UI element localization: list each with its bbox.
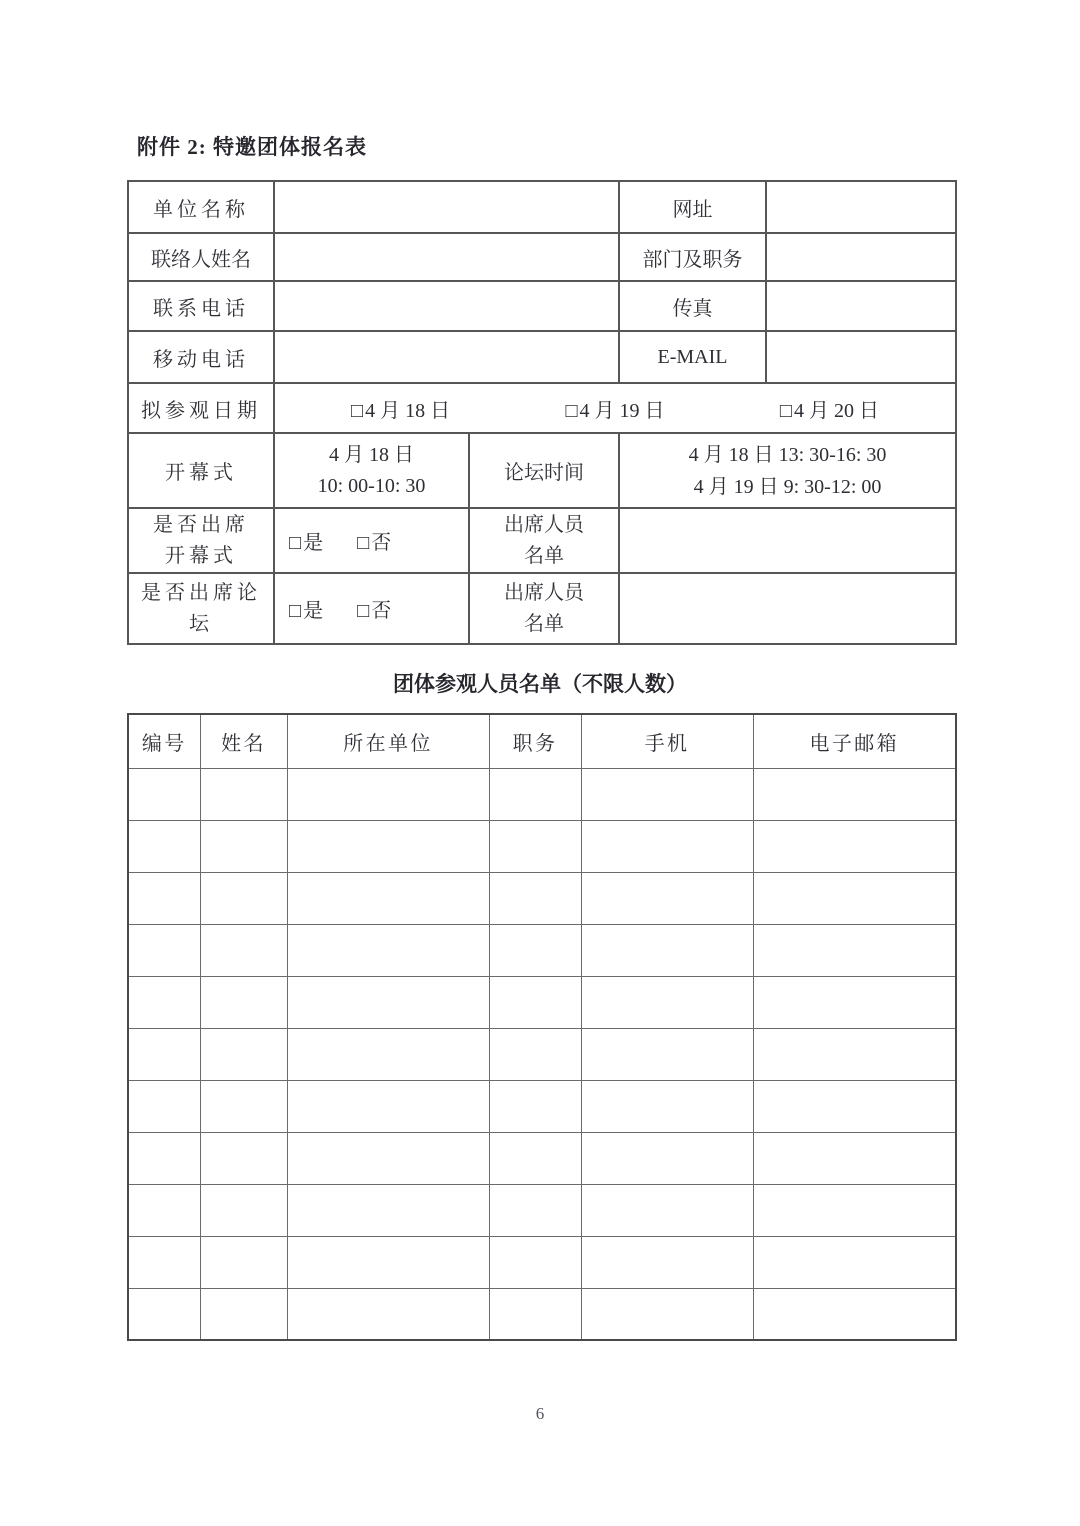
- empty-cell: [128, 976, 200, 1028]
- empty-cell: [200, 1236, 287, 1288]
- visitor-table-empty-row: [128, 872, 956, 924]
- empty-cell: [287, 1236, 489, 1288]
- opening-time-cell: [274, 433, 469, 508]
- empty-cell: [581, 1028, 753, 1080]
- empty-cell: [581, 1288, 753, 1340]
- empty-cell: [287, 1288, 489, 1340]
- table-row: [128, 508, 956, 573]
- email-value-cell: [766, 331, 956, 383]
- mobile-value-cell: [274, 331, 619, 383]
- empty-cell: [200, 924, 287, 976]
- checkbox-label: 否: [371, 600, 392, 622]
- empty-cell: [200, 1028, 287, 1080]
- forum-time-cell: [619, 433, 956, 508]
- empty-cell: [287, 1184, 489, 1236]
- empty-cell: [489, 872, 581, 924]
- checkbox-label: 是: [303, 532, 324, 554]
- empty-cell: [287, 820, 489, 872]
- empty-cell: [753, 1028, 956, 1080]
- unit-name-value-cell: [274, 181, 619, 233]
- dept-position-label: 部门及职务: [619, 233, 766, 281]
- empty-cell: [128, 1288, 200, 1340]
- empty-cell: [489, 1236, 581, 1288]
- visitor-list-heading: 团体参观人员名单（不限人数）: [393, 672, 687, 696]
- visitor-table-empty-row: [128, 924, 956, 976]
- table-row: [128, 573, 956, 644]
- empty-cell: [753, 1132, 956, 1184]
- empty-cell: [489, 1132, 581, 1184]
- checkbox-label: 4 月 18 日: [365, 399, 451, 422]
- empty-cell: [489, 976, 581, 1028]
- unit-name-label: 单位名称: [128, 181, 274, 233]
- visitor-table-empty-row: [128, 820, 956, 872]
- dept-position-value-cell: [766, 233, 956, 281]
- column-header-number: 编号: [128, 714, 200, 768]
- empty-cell: [200, 820, 287, 872]
- empty-cell: [489, 1288, 581, 1340]
- empty-cell: [200, 976, 287, 1028]
- attend-opening-label-line2: 开幕式: [165, 544, 237, 567]
- empty-cell: [128, 1080, 200, 1132]
- empty-cell: [581, 768, 753, 820]
- attend-opening-label-line1: 是否出席: [153, 513, 249, 536]
- table-row: [128, 383, 956, 433]
- empty-cell: [287, 924, 489, 976]
- empty-cell: [753, 1184, 956, 1236]
- checkbox-option-apr19: [565, 394, 664, 423]
- mobile-label: 移动电话: [128, 331, 274, 383]
- empty-cell: [489, 1028, 581, 1080]
- opening-time-line2: 10: 00-10: 30: [317, 474, 426, 497]
- table-row: [128, 181, 956, 233]
- empty-cell: [128, 1028, 200, 1080]
- attend-forum-label-line2: 坛: [189, 612, 213, 635]
- empty-cell: [128, 924, 200, 976]
- attendee-list-label-line1: 出席人员: [504, 581, 584, 604]
- attend-opening-options-cell: [274, 508, 469, 573]
- table-row: [128, 281, 956, 331]
- empty-cell: [753, 1236, 956, 1288]
- visitor-table-empty-row: [128, 768, 956, 820]
- column-header-email: 电子邮箱: [753, 714, 956, 768]
- attend-opening-label: [128, 508, 274, 573]
- attachment-title: 附件 2: 特邀团体报名表: [137, 135, 367, 159]
- checkbox-label: 4 月 20 日: [794, 399, 879, 422]
- checkbox-label: 是: [303, 600, 324, 622]
- checkbox-option-apr18: [351, 394, 450, 423]
- empty-cell: [287, 768, 489, 820]
- visitor-table-empty-row: [128, 1028, 956, 1080]
- attend-forum-label-line1: 是否出席论: [141, 581, 261, 604]
- forum-time-line2: 4 月 19 日 9: 30-12: 00: [693, 475, 882, 498]
- forum-time-label: 论坛时间: [469, 433, 619, 508]
- visitor-table-empty-row: [128, 1288, 956, 1340]
- empty-cell: [200, 1184, 287, 1236]
- fax-value-cell: [766, 281, 956, 331]
- visitor-table-empty-row: [128, 1236, 956, 1288]
- empty-cell: [128, 1236, 200, 1288]
- attendee-list-label-line2: 名单: [524, 612, 564, 635]
- contact-name-label: 联络人姓名: [128, 233, 274, 281]
- empty-cell: [489, 1080, 581, 1132]
- attendee-list-label-line1: 出席人员: [504, 513, 584, 536]
- table-row: [128, 331, 956, 383]
- visitor-list-table: [127, 713, 957, 1341]
- empty-cell: [200, 1132, 287, 1184]
- checkbox-icon: □: [351, 399, 364, 422]
- empty-cell: [200, 768, 287, 820]
- attend-forum-label: [128, 573, 274, 644]
- empty-cell: [753, 1288, 956, 1340]
- empty-cell: [753, 924, 956, 976]
- attend-forum-options-cell: [274, 573, 469, 644]
- visitor-table-empty-row: [128, 1080, 956, 1132]
- empty-cell: [287, 1080, 489, 1132]
- attendee-list-label-line2: 名单: [524, 544, 564, 567]
- visit-date-label: 拟参观日期: [128, 383, 274, 433]
- table-row: [128, 233, 956, 281]
- empty-cell: [581, 1184, 753, 1236]
- page-number: 6: [535, 1404, 545, 1423]
- visitor-table-empty-row: [128, 1184, 956, 1236]
- registration-table: [127, 180, 957, 645]
- visitor-table-empty-row: [128, 1132, 956, 1184]
- checkbox-icon: □: [357, 532, 370, 554]
- empty-cell: [200, 1080, 287, 1132]
- fax-label: 传真: [619, 281, 766, 331]
- checkbox-option-yes: [289, 526, 323, 555]
- empty-cell: [489, 1184, 581, 1236]
- empty-cell: [128, 1184, 200, 1236]
- visit-date-options-cell: [274, 383, 956, 433]
- phone-value-cell: [274, 281, 619, 331]
- empty-cell: [581, 1080, 753, 1132]
- opening-ceremony-label: 开幕式: [128, 433, 274, 508]
- empty-cell: [128, 1132, 200, 1184]
- empty-cell: [489, 924, 581, 976]
- visitor-table-empty-row: [128, 976, 956, 1028]
- empty-cell: [287, 1028, 489, 1080]
- column-header-position: 职务: [489, 714, 581, 768]
- checkbox-label: 4 月 19 日: [579, 399, 665, 422]
- empty-cell: [581, 924, 753, 976]
- checkbox-option-apr20: [780, 394, 879, 423]
- empty-cell: [581, 872, 753, 924]
- checkbox-icon: □: [289, 532, 302, 554]
- phone-label: 联系电话: [128, 281, 274, 331]
- email-label: E-MAIL: [619, 331, 766, 383]
- checkbox-icon: □: [357, 600, 370, 622]
- empty-cell: [581, 1132, 753, 1184]
- empty-cell: [581, 976, 753, 1028]
- opening-time-line1: 4 月 18 日: [329, 443, 414, 466]
- attendee-list-value-cell: [619, 573, 956, 644]
- empty-cell: [128, 768, 200, 820]
- checkbox-option-yes: [289, 594, 323, 623]
- table-row: [128, 433, 956, 508]
- empty-cell: [753, 820, 956, 872]
- column-header-name: 姓名: [200, 714, 287, 768]
- checkbox-icon: □: [289, 600, 302, 622]
- contact-name-value-cell: [274, 233, 619, 281]
- empty-cell: [287, 976, 489, 1028]
- checkbox-label: 否: [371, 532, 392, 554]
- empty-cell: [128, 872, 200, 924]
- empty-cell: [200, 872, 287, 924]
- attendee-list-value-cell: [619, 508, 956, 573]
- empty-cell: [753, 872, 956, 924]
- checkbox-option-no: [357, 594, 391, 623]
- empty-cell: [753, 1080, 956, 1132]
- empty-cell: [753, 976, 956, 1028]
- column-header-unit: 所在单位: [287, 714, 489, 768]
- checkbox-option-no: [357, 526, 391, 555]
- empty-cell: [753, 768, 956, 820]
- empty-cell: [489, 820, 581, 872]
- empty-cell: [581, 1236, 753, 1288]
- checkbox-icon: □: [565, 399, 578, 422]
- empty-cell: [581, 820, 753, 872]
- empty-cell: [489, 768, 581, 820]
- empty-cell: [287, 1132, 489, 1184]
- website-label: 网址: [619, 181, 766, 233]
- empty-cell: [128, 820, 200, 872]
- forum-time-line1: 4 月 18 日 13: 30-16: 30: [688, 443, 887, 466]
- attendee-list-label: [469, 573, 619, 644]
- empty-cell: [200, 1288, 287, 1340]
- website-value-cell: [766, 181, 956, 233]
- empty-cell: [287, 872, 489, 924]
- checkbox-icon: □: [779, 399, 792, 422]
- attendee-list-label: [469, 508, 619, 573]
- column-header-mobile: 手机: [581, 714, 753, 768]
- visitor-table-header-row: [128, 714, 956, 768]
